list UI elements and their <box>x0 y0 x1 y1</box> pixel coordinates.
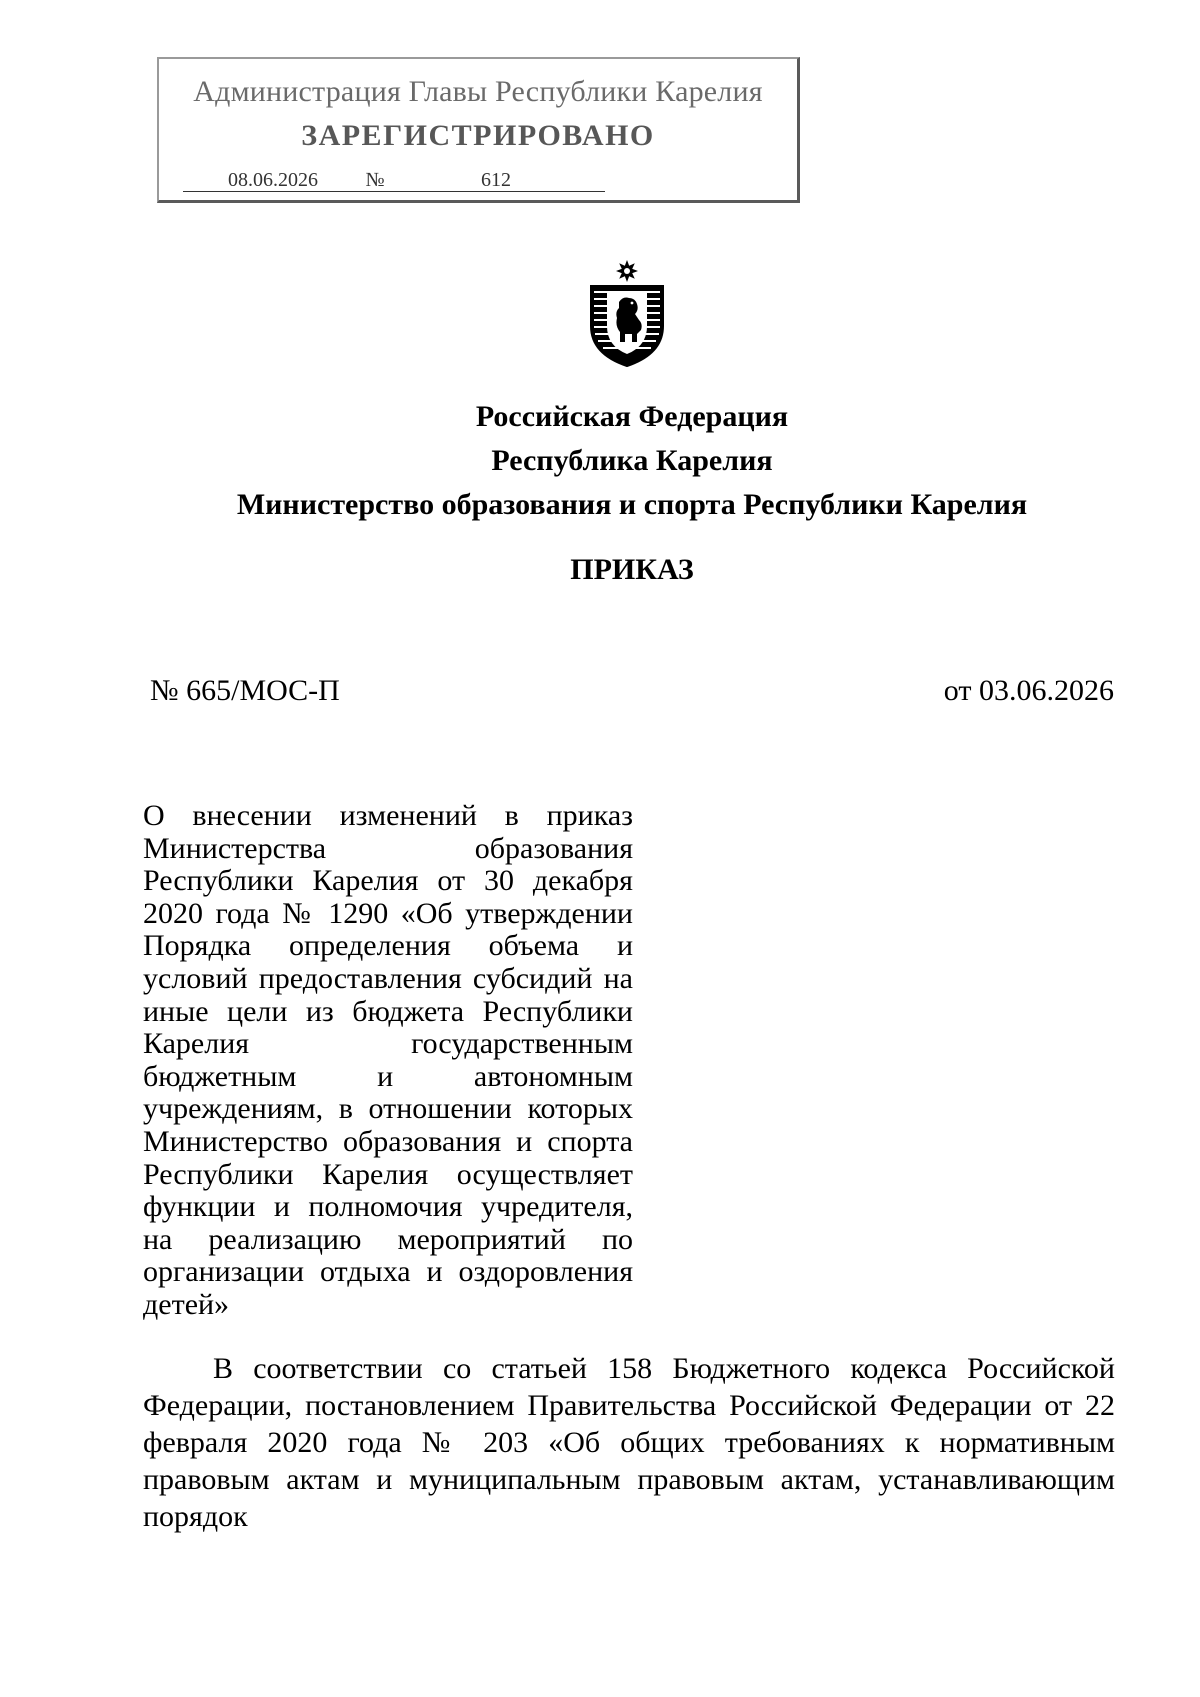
order-number: № 665/МОС-П <box>150 674 340 707</box>
stamp-number-label: № <box>363 169 387 192</box>
order-date: от 03.06.2026 <box>943 674 1114 707</box>
stamp-date-line <box>183 169 363 193</box>
header-republic: Республика Карелия <box>491 444 773 477</box>
order-subject: О внесении изменений в приказ Министерства образования Республики Карелия от 30 декабря 2020 года № 1290 «Об утверждении Порядка определения объема и условий предоставления субсидий на иные цели из бюджета Республики Карелия государственным бюджетным и автономным учреждениям, в отношении которых Министерство образования и спорта Республики Карелия осуществляет функции и полномочия учредителя, на реализацию мероприятий по организации отдыха и оздоровления детей» <box>143 799 633 1321</box>
stamp-status: ЗАРЕГИСТРИРОВАНО <box>301 119 655 152</box>
stamp-date: 08.06.2026 <box>183 169 363 192</box>
header-ministry: Министерство образования и спорта Республики Карелия <box>236 488 1028 521</box>
header-country: Российская Федерация <box>475 400 789 433</box>
karelia-coat-of-arms-icon <box>585 258 669 370</box>
stamp-number-line <box>363 169 605 193</box>
stamp-authority: Администрация Главы Республики Карелия <box>193 75 763 108</box>
document-type: ПРИКАЗ <box>570 553 694 586</box>
registration-stamp <box>157 57 800 203</box>
order-body-paragraph: В соответствии со статьей 158 Бюджетного кодекса Российской Федерации, постановлением Правительства Российской Федерации от 22 февраля 2020 года № 203 «Об общих требованиях к нормативным правовым актам и муниципальным правовым актам, устанавливающим порядок <box>143 1352 1115 1533</box>
stamp-number: 612 <box>387 169 605 192</box>
